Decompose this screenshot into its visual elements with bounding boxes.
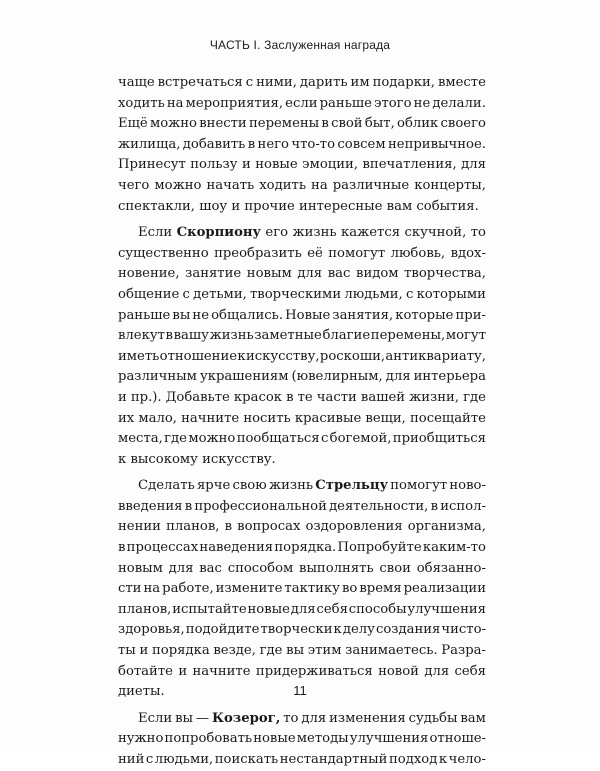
word: способы (348, 601, 407, 617)
word: профессиональной (194, 498, 327, 514)
word: где (463, 389, 486, 405)
word: в (247, 136, 256, 152)
word: нестандартный (279, 752, 388, 767)
word: вашу (173, 328, 209, 344)
word: шоу (199, 198, 228, 214)
word: людьми, (344, 286, 403, 302)
word: влекут (118, 328, 165, 344)
word: людьми, (154, 752, 214, 767)
word: различным (118, 369, 197, 385)
word: в (321, 116, 329, 132)
word: в (118, 540, 126, 556)
word: планов, (166, 519, 220, 535)
word: раньше (118, 307, 171, 323)
word: Сделать (138, 478, 195, 494)
word: улучшения (407, 601, 486, 617)
word: к (438, 752, 448, 767)
word: вопросах (237, 519, 301, 535)
text-line (118, 388, 486, 409)
word: перемены, (370, 328, 446, 344)
word: вам (386, 198, 413, 214)
word: дарить (299, 75, 348, 90)
page-number: 11 (293, 683, 307, 698)
text-line (118, 197, 486, 218)
word: творческими (250, 286, 342, 302)
word: улучшения (349, 731, 429, 747)
word: вы (172, 307, 191, 323)
word: свой (331, 116, 363, 132)
word: для (297, 266, 323, 282)
word: что-то (291, 136, 336, 152)
running-head: ЧАСТЬ I. Заслуженная награда (209, 38, 391, 52)
word: (ювелирным, (291, 369, 383, 385)
word: для (424, 663, 450, 679)
text-line (118, 517, 486, 538)
word: и (139, 643, 149, 659)
word: можно (154, 177, 202, 193)
text-line (118, 285, 486, 306)
word: в (184, 498, 193, 514)
word: наведения (199, 540, 274, 556)
text-line (118, 326, 486, 347)
word: его (265, 225, 289, 241)
word: начните (192, 663, 251, 679)
word: посещайте (410, 410, 486, 426)
word: и (118, 389, 127, 405)
word: приобщиться (392, 431, 486, 447)
word: раньше (319, 95, 372, 111)
text-line (118, 641, 486, 662)
word: детьми, (193, 286, 247, 302)
word: везде, (213, 643, 256, 659)
word: вам (460, 710, 486, 726)
word: которыми (416, 286, 486, 302)
word: процессах (126, 540, 199, 556)
text-line (118, 244, 486, 265)
word: чаще (118, 75, 155, 90)
word: испытайте (172, 601, 247, 617)
word: чисто- (441, 622, 486, 638)
word: создания (375, 622, 441, 638)
word: Если (138, 225, 173, 241)
word: интересные (299, 198, 383, 214)
word: на (311, 177, 328, 193)
word: начать (206, 177, 255, 193)
word: где (259, 643, 283, 659)
word: то (283, 710, 299, 726)
word: в (165, 328, 173, 344)
word: пр.). (130, 389, 162, 405)
word: способом (227, 560, 294, 576)
word: нении (118, 519, 161, 535)
word: и (241, 157, 251, 173)
word: этого (374, 95, 412, 111)
word: сти (118, 581, 142, 597)
word: общение (118, 286, 180, 302)
word: судьбы (408, 710, 458, 726)
word: занятие (185, 266, 242, 282)
word: порядка. (274, 540, 337, 556)
word: добавить (182, 136, 246, 152)
word: ходить (259, 177, 307, 193)
word: вас (327, 266, 351, 282)
word: вас (199, 560, 222, 576)
word: чело- (448, 752, 486, 767)
text-line (118, 264, 486, 285)
word: делали. (432, 95, 486, 111)
word: совсем (337, 136, 386, 152)
word: свою (232, 478, 267, 494)
word: для (461, 157, 486, 173)
word: вместе (437, 75, 486, 90)
word: красок (233, 389, 283, 405)
word: обязанно- (416, 560, 486, 576)
word: её (307, 245, 323, 261)
word: к (237, 348, 246, 364)
word: жизнь (209, 328, 254, 344)
text-line (118, 135, 486, 156)
word: жизнь (292, 225, 337, 241)
word: ходить (118, 95, 165, 111)
word: новые (247, 601, 290, 617)
word: не (413, 95, 431, 111)
word: которые (395, 307, 454, 323)
bold-word: Козерог, (212, 710, 281, 726)
text-line (118, 114, 486, 135)
word: во (341, 581, 358, 597)
word: можно (149, 116, 197, 132)
word: новые (253, 731, 296, 747)
word: скучной, (404, 225, 467, 241)
text-line (118, 538, 486, 559)
word: себя (316, 601, 348, 617)
word: с (320, 431, 329, 447)
word: делу (342, 622, 375, 638)
word: видом (356, 266, 399, 282)
word: подойдите (185, 622, 260, 638)
word: измените (215, 581, 283, 597)
word: места, (118, 431, 163, 447)
word: реализации (403, 581, 486, 597)
word: каким-то (422, 540, 486, 556)
word: к (333, 622, 342, 638)
word: красивые (294, 410, 362, 426)
word: подарки, (372, 75, 435, 90)
bold-word: Стрельцу (315, 478, 389, 494)
word: мероприятия, (185, 95, 284, 111)
word: ты (118, 643, 136, 659)
word: здоровья, (118, 622, 185, 638)
word: спектакли, (118, 198, 195, 214)
word: чего (118, 177, 150, 193)
word: вещи, (365, 410, 406, 426)
word: интерьера (413, 369, 486, 385)
word: непривычное. (387, 136, 486, 152)
word: подход (388, 752, 438, 767)
word: кажется (341, 225, 401, 241)
text-line (118, 94, 486, 115)
word: перемены (248, 116, 320, 132)
word: жизнь (268, 478, 314, 494)
word: можно (188, 431, 236, 447)
word: на (143, 581, 161, 597)
paragraph (118, 709, 486, 771)
word: поискать (214, 752, 279, 767)
text-line (118, 73, 486, 94)
word: с (145, 752, 154, 767)
word: события. (416, 198, 479, 214)
word: высокому (130, 451, 198, 467)
word: помогут (328, 245, 386, 261)
text-line (118, 559, 486, 580)
text-line (118, 497, 486, 518)
word: Разра- (441, 643, 486, 659)
body-text (118, 73, 486, 771)
word: и (231, 198, 241, 214)
word: части (316, 389, 357, 405)
word: испол- (440, 498, 486, 514)
word: нужно (118, 731, 164, 747)
word: для (168, 560, 194, 576)
word: для (301, 710, 327, 726)
word: жизни, (409, 389, 460, 405)
word: Попробуйте (337, 540, 422, 556)
word: мало, (138, 410, 177, 426)
word: своего (440, 116, 486, 132)
word: эмоции, (302, 157, 359, 173)
word: благие (322, 328, 371, 344)
word: ярче (196, 478, 231, 494)
word: — (195, 710, 210, 726)
word: где (164, 431, 187, 447)
word: творчества, (404, 266, 486, 282)
word: придерживаться (255, 663, 373, 679)
word: в (430, 498, 438, 514)
word: на (166, 95, 184, 111)
word: организма, (407, 519, 486, 535)
word: порядка (151, 643, 210, 659)
word: для (290, 601, 316, 617)
text-line (118, 729, 486, 750)
text-line (118, 450, 486, 471)
word: него (257, 136, 289, 152)
word: вы (175, 710, 194, 726)
word: попробовать (164, 731, 253, 747)
word: облик (397, 116, 439, 132)
word: помогут (390, 478, 448, 494)
word: ний (118, 752, 145, 767)
word: вашей (360, 389, 406, 405)
word: богемой, (329, 431, 392, 447)
word: общались. (211, 307, 284, 323)
word: в (286, 389, 294, 405)
word: им (350, 75, 370, 90)
word: новым (246, 266, 292, 282)
word: могут (445, 328, 486, 344)
word: преобразить (214, 245, 302, 261)
word: к (118, 451, 127, 467)
paragraph (118, 223, 486, 470)
word: их (118, 410, 135, 426)
word: ботайте (118, 663, 173, 679)
paragraph (118, 73, 486, 217)
word: работе, (162, 581, 214, 597)
text-line (118, 409, 486, 430)
word: методы (296, 731, 349, 747)
word: различные (332, 177, 410, 193)
word: выполнять (299, 560, 374, 576)
text-line (118, 662, 486, 683)
text-line (118, 306, 486, 327)
word: встречаться (157, 75, 243, 90)
word: если (285, 95, 318, 111)
text-line (118, 176, 486, 197)
word: Новые (285, 307, 331, 323)
text-line (118, 367, 486, 388)
word: Ещё (118, 116, 148, 132)
word: не (192, 307, 210, 323)
word: при- (455, 307, 486, 323)
text-line (118, 600, 486, 621)
word: занятия, (332, 307, 394, 323)
text-line (118, 347, 486, 368)
word: оздоровления (305, 519, 403, 535)
word: и (178, 663, 188, 679)
word: заметные (254, 328, 322, 344)
text-line (118, 476, 486, 497)
word: отноше- (429, 731, 486, 747)
bold-word: Скорпиону (176, 225, 261, 241)
text-line (118, 429, 486, 450)
word: украшениям (199, 369, 289, 385)
text-line (118, 709, 486, 730)
word: ними, (256, 75, 297, 90)
word: этим (307, 643, 342, 659)
word: антиквариату, (385, 348, 486, 364)
word: существенно (118, 245, 209, 261)
word: новой (378, 663, 419, 679)
word: в (224, 519, 233, 535)
word: Добавьте (165, 389, 230, 405)
word: ново- (449, 478, 486, 494)
text-line (118, 620, 486, 641)
word: диеты. (118, 684, 165, 700)
word: то (470, 225, 486, 241)
word: введения (118, 498, 183, 514)
word: пообщаться (236, 431, 320, 447)
word: жилища, (118, 136, 181, 152)
word: быт, (364, 116, 395, 132)
word: время (359, 581, 402, 597)
word: творчески (260, 622, 333, 638)
word: роскоши, (319, 348, 386, 364)
word: Принесут (118, 157, 186, 173)
word: любовь, (390, 245, 446, 261)
word: с (182, 286, 190, 302)
word: вы (286, 643, 305, 659)
word: изменения (329, 710, 406, 726)
word: новые (255, 157, 298, 173)
word: прочие (244, 198, 295, 214)
word: занимаетесь. (345, 643, 438, 659)
word: новение, (118, 266, 180, 282)
paragraph (118, 476, 486, 703)
word: те (297, 389, 313, 405)
word: вдох- (450, 245, 486, 261)
word: себя (454, 663, 486, 679)
word: тактику (284, 581, 340, 597)
word: Если (138, 710, 173, 726)
word: новым (118, 560, 163, 576)
word: впечатления, (362, 157, 457, 173)
word: внести (199, 116, 247, 132)
word: отношение (159, 348, 238, 364)
word: начните (181, 410, 240, 426)
word: носить (243, 410, 291, 426)
word: планов, (118, 601, 172, 617)
text-line (118, 223, 486, 244)
word: деятельности, (329, 498, 429, 514)
word: иметь (118, 348, 160, 364)
text-line (118, 155, 486, 176)
word: пользу (190, 157, 238, 173)
text-line (118, 579, 486, 600)
word: с (245, 75, 254, 90)
word: искусству, (245, 348, 320, 364)
word: свои (379, 560, 411, 576)
word: искусству. (202, 451, 276, 467)
word: с (405, 286, 414, 302)
word: концерты, (414, 177, 486, 193)
text-line (118, 750, 486, 771)
word: для (385, 369, 411, 385)
